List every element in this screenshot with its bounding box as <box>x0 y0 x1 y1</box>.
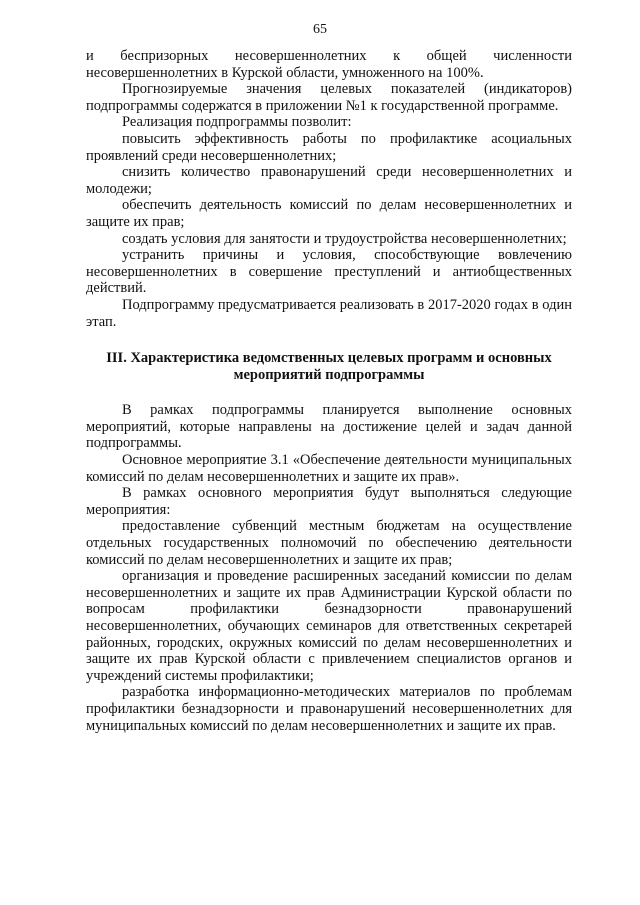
list-item: предоставление субвенций местным бюджетам на осуществление отдельных государственных полномочий по обеспечению деятельности комиссий по делам несовершеннолетних и защите их прав; <box>86 518 572 568</box>
paragraph: В рамках основного мероприятия будут выполняться следующие мероприятия: <box>86 485 572 518</box>
paragraph: Прогнозируемые значения целевых показателей (индикаторов) подпрограммы содержатся в приложении №1 к государственной программе. <box>86 81 572 114</box>
paragraph: В рамках подпрограммы планируется выполнение основных мероприятий, которые направлены на достижение целей и задач данной подпрограммы. <box>86 402 572 452</box>
list-item: снизить количество правонарушений среди несовершеннолетних и молодежи; <box>86 164 572 197</box>
paragraph: Основное мероприятие 3.1 «Обеспечение деятельности муниципальных комиссий по делам несовершеннолетних и защите их прав». <box>86 452 572 485</box>
paragraph: и беспризорных несовершеннолетних к общей численности несовершеннолетних в Курской области, умноженного на 100%. <box>86 48 572 81</box>
paragraph: Подпрограмму предусматривается реализовать в 2017-2020 годах в один этап. <box>86 296 572 330</box>
paragraph: Реализация подпрограммы позволит: <box>122 114 352 131</box>
list-item: обеспечить деятельность комиссий по делам несовершеннолетних и защите их прав; <box>86 197 572 230</box>
list-item: устранить причины и условия, способствующие вовлечению несовершеннолетних в совершение преступлений и антиобщественных действий. <box>86 247 572 297</box>
list-item: разработка информационно-методических материалов по проблемам профилактики безнадзорности и правонарушений несовершеннолетних для муниципальных комиссий по делам несовершеннолетних и защите их прав. <box>86 684 572 734</box>
document-body <box>86 48 572 734</box>
list-item: организация и проведение расширенных заседаний комиссии по делам несовершеннолетних и защите их прав Администрации Курской области по вопросам профилактики безнадзорности правонарушений несовершеннолетних, обучающих семинаров для ответственных секретарей районных, городских, окружных комиссий по делам несовершеннолетних и защите их прав Курской области с привлечением специалистов органов и учреждений системы профилактики; <box>86 568 572 684</box>
section-heading: III. Характеристика ведомственных целевых программ и основных мероприятий подпрограммы <box>106 350 552 383</box>
page-number: 65 <box>313 22 327 37</box>
list-item: создать условия для занятости и трудоустройства несовершеннолетних; <box>122 230 567 247</box>
list-item: повысить эффективность работы по профилактике асоциальных проявлений среди несовершеннолетних; <box>86 130 572 164</box>
